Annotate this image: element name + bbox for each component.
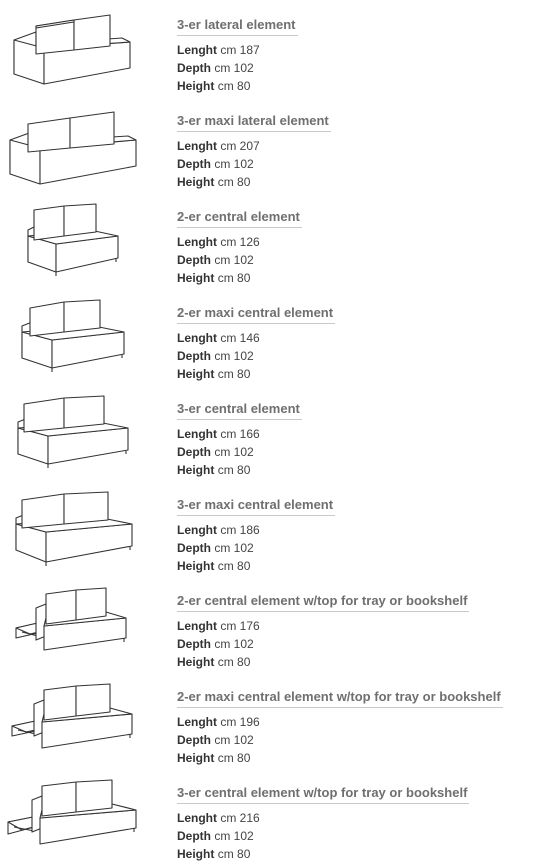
list-item: [0, 580, 536, 670]
length-value: cm 187: [220, 43, 260, 57]
list-item: [0, 484, 536, 574]
length-value: cm 207: [220, 139, 260, 153]
height-label: Height: [177, 847, 215, 861]
item-title: 2-er central element: [177, 209, 302, 228]
length-value: cm 196: [220, 715, 260, 729]
height-label: Height: [177, 367, 215, 381]
length-label: Lenght: [177, 427, 217, 441]
depth-label: Depth: [177, 829, 211, 843]
height-value: cm 80: [217, 751, 251, 765]
length-label: Lenght: [177, 139, 217, 153]
item-info: [177, 16, 298, 95]
depth-label: Depth: [177, 349, 211, 363]
length-label: Lenght: [177, 43, 217, 57]
list-item: [0, 772, 536, 862]
length-label: Lenght: [177, 523, 217, 537]
length-value: cm 186: [220, 523, 260, 537]
height-label: Height: [177, 271, 215, 285]
sofa-lateral-icon: [6, 4, 140, 94]
item-info: [177, 112, 331, 191]
length-value: cm 126: [220, 235, 260, 249]
list-item: [0, 4, 536, 94]
height-value: cm 80: [217, 559, 251, 573]
depth-value: cm 102: [214, 253, 254, 267]
item-title: 2-er central element w/top for tray or bookshelf: [177, 593, 469, 612]
height-label: Height: [177, 751, 215, 765]
depth-label: Depth: [177, 445, 211, 459]
item-title: 2-er maxi central element w/top for tray or bookshelf: [177, 689, 503, 708]
height-value: cm 80: [217, 655, 251, 669]
item-title: 3-er central element w/top for tray or bookshelf: [177, 785, 469, 804]
depth-label: Depth: [177, 157, 211, 171]
item-title: 3-er maxi central element: [177, 497, 335, 516]
list-item: [0, 292, 536, 382]
sofa-central-icon: [6, 484, 140, 574]
depth-label: Depth: [177, 61, 211, 75]
depth-value: cm 102: [214, 445, 254, 459]
sofa-central-icon: [6, 388, 140, 478]
length-label: Lenght: [177, 331, 217, 345]
sofa-central-icon: [6, 196, 140, 286]
sofa-lateral-icon: [6, 100, 140, 190]
item-info: [177, 304, 335, 383]
length-label: Lenght: [177, 811, 217, 825]
item-title: 3-er central element: [177, 401, 302, 420]
depth-label: Depth: [177, 253, 211, 267]
height-value: cm 80: [217, 367, 251, 381]
height-value: cm 80: [217, 175, 251, 189]
sofa-central-icon: [6, 292, 140, 382]
item-info: [177, 688, 503, 767]
item-title: 3-er lateral element: [177, 17, 298, 36]
depth-label: Depth: [177, 541, 211, 555]
depth-value: cm 102: [214, 733, 254, 747]
depth-value: cm 102: [214, 637, 254, 651]
length-value: cm 146: [220, 331, 260, 345]
list-item: [0, 196, 536, 286]
item-title: 2-er maxi central element: [177, 305, 335, 324]
height-label: Height: [177, 175, 215, 189]
height-label: Height: [177, 655, 215, 669]
depth-value: cm 102: [214, 349, 254, 363]
item-info: [177, 400, 302, 479]
height-value: cm 80: [217, 79, 251, 93]
height-value: cm 80: [217, 463, 251, 477]
sofa-tray-icon: [6, 676, 140, 766]
item-info: [177, 784, 469, 863]
depth-label: Depth: [177, 733, 211, 747]
item-info: [177, 592, 469, 671]
height-value: cm 80: [217, 271, 251, 285]
sofa-tray-icon: [6, 772, 140, 862]
item-title: 3-er maxi lateral element: [177, 113, 331, 132]
height-label: Height: [177, 463, 215, 477]
depth-value: cm 102: [214, 61, 254, 75]
length-value: cm 166: [220, 427, 260, 441]
item-info: [177, 496, 335, 575]
list-item: [0, 100, 536, 190]
height-label: Height: [177, 559, 215, 573]
list-item: [0, 388, 536, 478]
sofa-tray-icon: [6, 580, 140, 670]
length-value: cm 176: [220, 619, 260, 633]
depth-label: Depth: [177, 637, 211, 651]
length-label: Lenght: [177, 715, 217, 729]
height-value: cm 80: [217, 847, 251, 861]
length-label: Lenght: [177, 235, 217, 249]
length-label: Lenght: [177, 619, 217, 633]
length-value: cm 216: [220, 811, 260, 825]
depth-value: cm 102: [214, 541, 254, 555]
depth-value: cm 102: [214, 157, 254, 171]
depth-value: cm 102: [214, 829, 254, 843]
list-item: [0, 676, 536, 766]
height-label: Height: [177, 79, 215, 93]
item-info: [177, 208, 302, 287]
